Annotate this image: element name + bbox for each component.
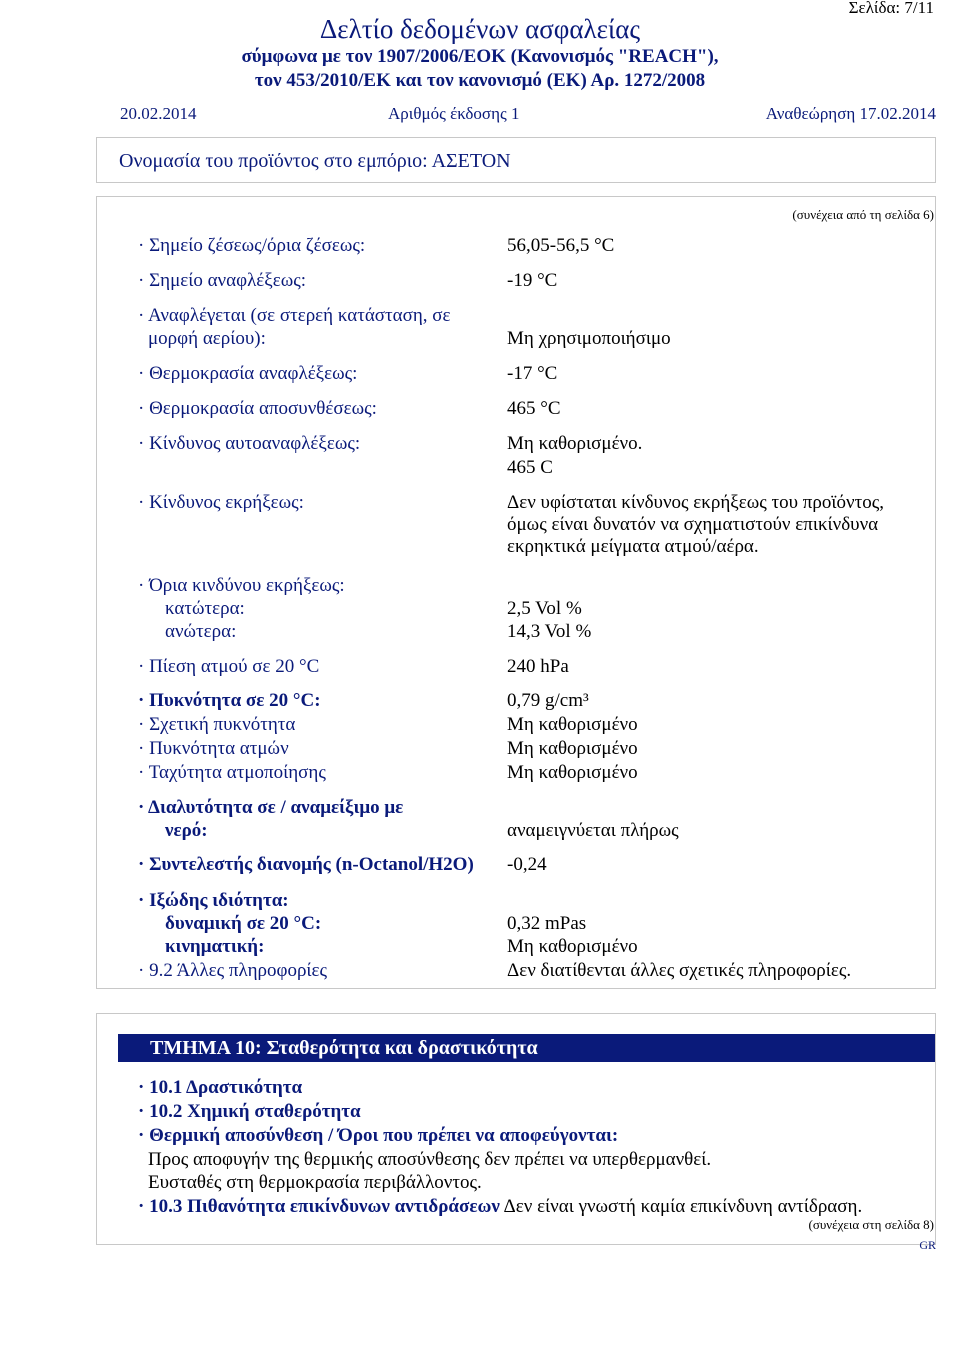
solubility-label-1: · Διαλυτότητα σε / αναμείξιμο με [138, 797, 404, 818]
relative-density-label: · Σχετική πυκνότητα [138, 714, 296, 735]
vapour-pressure-label: · Πίεση ατμού σε 20 °C [138, 656, 320, 677]
chemical-stability-label: · 10.2 Χημική σταθερότητα [138, 1101, 361, 1122]
flash-point-value: -19 °C [507, 270, 558, 291]
product-name: Ονομασία του προϊόντος στο εμπόριο: ΑΣΕΤΟΝ [119, 150, 511, 172]
solubility-value: αναμειγνύεται πλήρως [507, 820, 679, 841]
partition-coefficient-value: -0,24 [507, 854, 547, 875]
product-name-box [96, 137, 936, 183]
thermal-decomposition-text-2: Ευσταθές στη θερμοκρασία περιβάλλοντος. [148, 1172, 482, 1193]
issue-date: 20.02.2014 [120, 104, 197, 123]
self-ignition-value: Μη καθορισμένο. [507, 433, 643, 454]
vapour-pressure-value: 240 hPa [507, 656, 569, 677]
vapour-density-value: Μη καθορισμένο [507, 738, 638, 759]
solubility-label-2: νερό: [165, 820, 208, 841]
lower-limit-label: κατώτερα: [165, 598, 245, 619]
explosion-hazard-line-1: Δεν υφίσταται κίνδυνος εκρήξεως του προϊόντος, [507, 492, 884, 513]
ignition-temp-value: -17 °C [507, 363, 558, 384]
boiling-point-label: · Σημείο ζέσεως/όρια ζέσεως: [138, 235, 366, 256]
self-ignition-temp: 465 C [507, 457, 553, 478]
dynamic-viscosity-label: δυναμική σε 20 °C: [165, 913, 322, 934]
ignition-temp-label: · Θερμοκρασία αναφλέξεως: [138, 363, 358, 384]
dynamic-viscosity-value: 0,32 mPas [507, 913, 587, 934]
upper-limit-value: 14,3 Vol % [507, 621, 592, 642]
explosion-hazard-label: · Κίνδυνος εκρήξεως: [138, 492, 304, 513]
evaporation-rate-label: · Ταχύτητα ατμοποίησης [138, 762, 326, 783]
other-info-value: Δεν διατίθενται άλλες σχετικές πληροφορίες. [507, 960, 852, 981]
upper-limit-label: ανώτερα: [165, 621, 237, 642]
density-label: · Πυκνότητα σε 20 °C: [138, 690, 321, 711]
regulation-line-2: τον 453/2010/ΕΚ και τον κανονισμό (ΕΚ) Αρ. 1272/2008 [254, 70, 706, 91]
hazardous-reactions-row [138, 1196, 862, 1218]
decomposition-temp-value: 465 °C [507, 398, 561, 419]
vapour-density-label: · Πυκνότητα ατμών [138, 738, 289, 759]
thermal-decomposition-label: · Θερμική αποσύνθεση / Όροι που πρέπει να αποφεύγονται: [138, 1125, 619, 1146]
density-value: 0,79 g/cm³ [507, 690, 589, 711]
boiling-point-value: 56,05-56,5 °C [507, 235, 615, 256]
viscosity-label: · Ιξώδης ιδιότητα: [138, 890, 289, 911]
kinematic-viscosity-value: Μη καθορισμένο [507, 936, 638, 957]
continued-to-note: (συνέχεια στη σελίδα 8) [808, 1217, 934, 1232]
kinematic-viscosity-label: κινηματική: [165, 936, 265, 957]
page-number: Σελίδα: 7/11 [848, 0, 934, 17]
hazardous-reactions-label: · 10.3 Πιθανότητα επικίνδυνων αντιδράσεων [138, 1196, 500, 1217]
continued-from-note: (συνέχεια από τη σελίδα 6) [792, 207, 934, 222]
document-title: Δελτίο δεδομένων ασφαλείας [319, 14, 641, 44]
explosion-hazard-line-3: εκρηκτικά μείγματα ατμού/αέρα. [507, 536, 759, 557]
flammability-label-1: · Αναφλέγεται (σε στερεή κατάσταση, σε [138, 305, 451, 326]
hazardous-reactions-value: Δεν είναι γνωστή καμία επικίνδυνη αντίδραση. [503, 1196, 863, 1217]
decomposition-temp-label: · Θερμοκρασία αποσυνθέσεως: [138, 398, 377, 419]
explosion-limits-label: · Όρια κινδύνου εκρήξεως: [138, 575, 345, 596]
language-code: GR [919, 1238, 936, 1252]
regulation-line-1: σύμφωνα με τον 1907/2006/ΕΟΚ (Κανονισμός "REACH"), [241, 46, 719, 67]
other-info-label: · 9.2 Άλλες πληροφορίες [138, 960, 328, 981]
flash-point-label: · Σημείο αναφλέξεως: [138, 270, 307, 291]
section-10-heading: ΤΜΗΜΑ 10: Σταθερότητα και δραστικότητα [118, 1034, 935, 1062]
thermal-decomposition-text-1: Προς αποφυγήν της θερμικής αποσύνθεσης δεν πρέπει να υπερθερμανθεί. [148, 1149, 712, 1170]
version-number: Αριθμός έκδοσης 1 [388, 104, 520, 123]
flammability-value: Μη χρησιμοποιήσιμο [507, 328, 671, 349]
reactivity-label: · 10.1 Δραστικότητα [138, 1077, 303, 1098]
revision-date: Αναθεώρηση 17.02.2014 [765, 104, 936, 123]
partition-coefficient-label: · Συντελεστής διανομής (n-Octanol/H2O) [138, 854, 474, 875]
flammability-label-2: μορφή αερίου): [148, 328, 266, 349]
self-ignition-label: · Κίνδυνος αυτοαναφλέξεως: [138, 433, 361, 454]
evaporation-rate-value: Μη καθορισμένο [507, 762, 638, 783]
explosion-hazard-line-2: όμως είναι δυνατόν να σχηματιστούν επικίνδυνα [507, 514, 879, 535]
relative-density-value: Μη καθορισμένο [507, 714, 638, 735]
lower-limit-value: 2,5 Vol % [507, 598, 582, 619]
